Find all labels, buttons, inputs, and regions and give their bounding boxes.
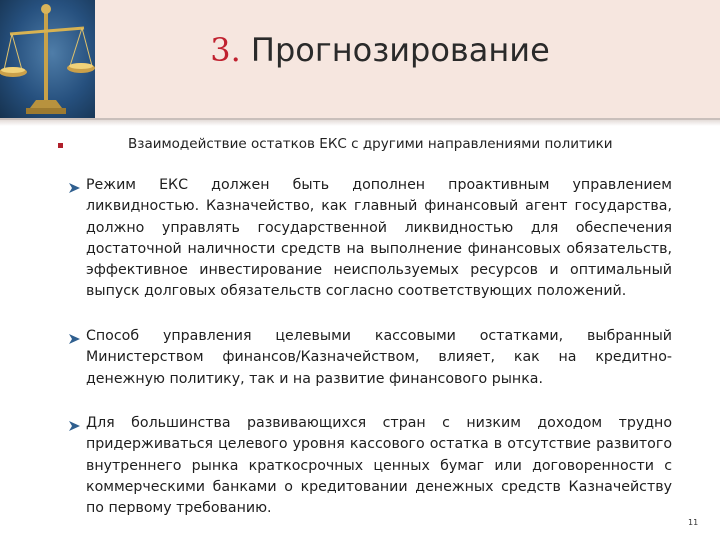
- slide-header: [0, 0, 720, 120]
- square-bullet-icon: [58, 143, 63, 148]
- page-number: 11: [688, 518, 699, 527]
- title-number: 3.: [210, 31, 241, 69]
- header-divider: [0, 120, 720, 126]
- list-item: Режим ЕКС должен быть дополнен проактивным управлением ликвидностью. Казначейство, как главный финансовый агент государства, должно управлять государственной ликвидностью для обеспечения достаточной наличности средств на выполнение финансовых обязательств, эффективное инвестирование неиспользуемых ресурсов и оптимальный выпуск долговых обязательств согласно соответствующих положений.: [86, 177, 672, 300]
- chevron-right-icon: [68, 420, 82, 432]
- chevron-right-icon: [68, 182, 82, 194]
- title-text: Прогнозирование: [250, 31, 550, 69]
- subtitle-text: Взаимодействие остатков ЕКС с другими направлениями политики: [128, 136, 613, 152]
- list-item: Способ управления целевыми кассовыми остатками, выбранный Министерством финансов/Казначейством, влияет, как на кредитно-денежную политику, так и на развитие финансового рынка.: [86, 328, 672, 387]
- page-title: [140, 28, 620, 72]
- list-item: Для большинства развивающихся стран с низким доходом трудно придерживаться целевого уровня кассового остатка в отсутствие развитого внутреннего рынка краткосрочных ценных бумаг или договоренности с коммерческими банками о кредитовании денежных средств Казначейству по первому требованию.: [86, 415, 672, 517]
- chevron-right-icon: [68, 333, 82, 345]
- scales-of-justice-icon: [0, 0, 95, 118]
